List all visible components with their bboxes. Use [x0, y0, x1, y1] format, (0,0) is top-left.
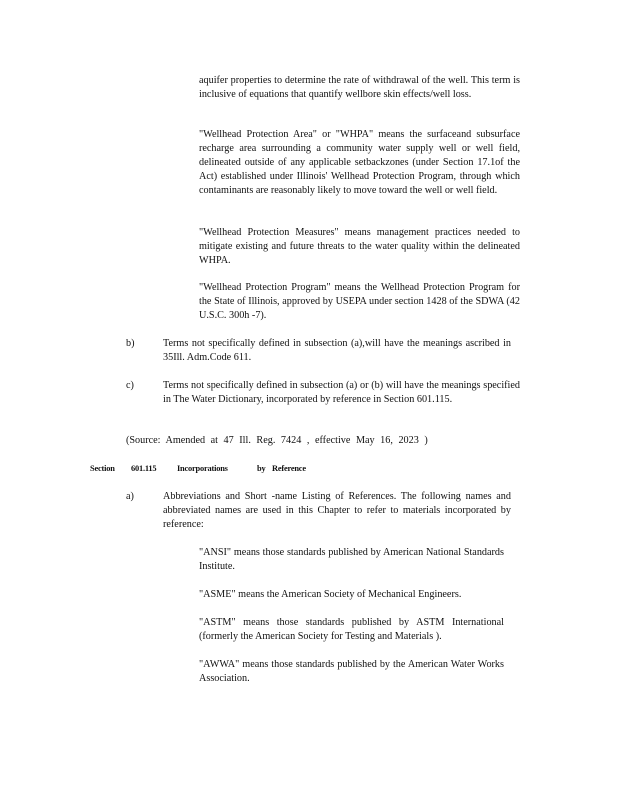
source-note: (Source: Amended at 47 Ill. Reg. 7424 , effective May 16, 2023 ) — [126, 435, 428, 446]
abbreviation-awwa: "AWWA" means those standards published by the American Water Works Association. — [199, 659, 504, 684]
abbreviation-ansi: "ANSI" means those standards published by American National Standards Institute. — [199, 547, 504, 572]
subsection-c-text: Terms not specifically defined in subsection (a) or (b) will have the meanings specified in The Water Dictionary, incorporated by reference in Section 601.115. — [163, 380, 520, 405]
section-word: Section — [90, 464, 115, 473]
section-title-part3: Reference — [272, 464, 306, 473]
definition-continuation: aquifer properties to determine the rate of withdrawal of the well. This term is inclusive of equations that quantify wellbore skin effects/well loss. — [199, 75, 520, 100]
subsection-a-label: a) — [126, 491, 134, 502]
section-title-part1: Incorporations — [177, 464, 228, 473]
section-title-part2: by — [257, 464, 266, 473]
definition-wellhead-protection-area: "Wellhead Protection Area" or "WHPA" means the surfaceand subsurface recharge area surrounding a community water supply well or well field, delineated outside of any applicable setbackzones (under Section 17.1of the Act) established under Illinois' Wellhead Protection Program, through which contaminants are reasonably likely to move toward the well or well field. — [199, 129, 520, 196]
abbreviation-asme: "ASME" means the American Society of Mechanical Engineers. — [199, 589, 462, 600]
abbreviation-astm: "ASTM" means those standards published by ASTM International (formerly the American Society for Testing and Materials ). — [199, 617, 504, 642]
subsection-b-text: Terms not specifically defined in subsection (a),will have the meanings ascribed in 35Ill. Adm.Code 611. — [163, 338, 511, 363]
section-number: 601.115 — [131, 464, 157, 473]
subsection-b-label: b) — [126, 338, 135, 349]
subsection-c-label: c) — [126, 380, 134, 391]
definition-wellhead-protection-program: "Wellhead Protection Program" means the Wellhead Protection Program for the State of Illinois, approved by USEPA under section 1428 of the SDWA (42 U.S.C. 300h -7). — [199, 282, 520, 321]
definition-wellhead-protection-measures: "Wellhead Protection Measures" means management practices needed to mitigate existing and future threats to the water quality within the delineated WHPA. — [199, 227, 520, 266]
subsection-a-text: Abbreviations and Short -name Listing of References. The following names and abbreviated names are used in this Chapter to refer to materials incorporated by reference: — [163, 491, 511, 530]
